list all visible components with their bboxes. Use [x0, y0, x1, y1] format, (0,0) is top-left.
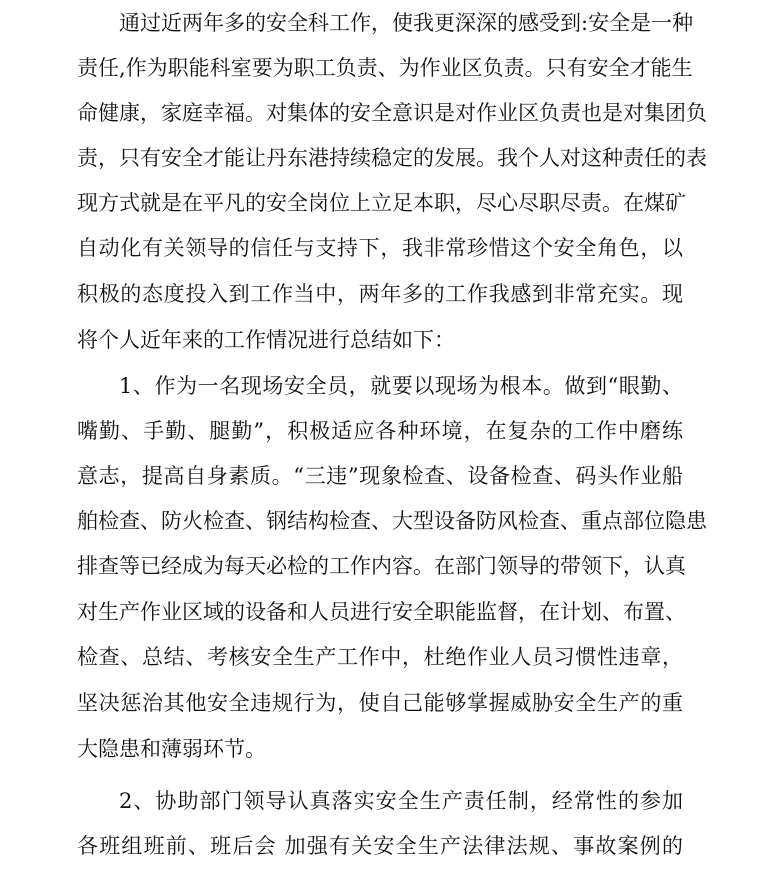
paragraph-item-1-line-3: 意志，提高自身素质。“三违”现象检查、设备检查、码头作业船	[77, 464, 683, 488]
paragraph-item-1-line-2: 嘴勤、手勤、腿勤”，积极适应各种环境，在复杂的工作中磨练	[77, 419, 683, 443]
paragraph-intro-line-3: 命健康，家庭幸福。对集体的安全意识是对作业区负责也是对集团负	[77, 101, 707, 125]
paragraph-intro-line-4: 责，只有安全才能让丹东港持续稳定的发展。我个人对这种责任的表	[77, 146, 707, 170]
paragraph-intro-line-7: 积极的态度投入到工作当中，两年多的工作我感到非常充实。现	[77, 282, 683, 306]
paragraph-item-2-line-1: 2、协助部门领导认真落实安全生产责任制，经常性的参加	[119, 789, 683, 813]
paragraph-item-1-line-5: 排查等已经成为每天必检的工作内容。在部门领导的带领下，认真	[77, 554, 686, 578]
paragraph-item-1-line-9: 大隐患和薄弱环节。	[77, 737, 266, 761]
paragraph-item-1-line-7: 检查、总结、考核安全生产工作中，杜绝作业人员习惯性违章，	[77, 645, 683, 669]
paragraph-intro-line-1: 通过近两年多的安全科工作，使我更深深的感受到:安全是一种	[119, 11, 694, 35]
paragraph-item-2-line-2: 各班组班前、班后会 加强有关安全生产法律法规、事故案例的	[77, 834, 683, 858]
paragraph-item-1-line-4: 舶检查、防火检查、钢结构检查、大型设备防风检查、重点部位隐患	[77, 509, 707, 533]
paragraph-intro-line-8: 将个人近年来的工作情况进行总结如下：	[77, 328, 455, 352]
paragraph-item-1-line-6: 对生产作业区域的设备和人员进行安全职能监督，在计划、布置、	[77, 600, 686, 624]
paragraph-intro-line-2: 责任,作为职能科室要为职工负责、为作业区负责。只有安全才能生	[77, 56, 693, 80]
paragraph-item-1-line-8: 坚决惩治其他安全违规行为，使自己能够掌握威胁安全生产的重	[77, 691, 683, 715]
paragraph-item-1-line-1: 1、作为一名现场安全员，就要以现场为根本。做到“眼勤、	[119, 374, 683, 398]
paragraph-intro-line-5: 现方式就是在平凡的安全岗位上立足本职，尽心尽职尽责。在煤矿	[77, 191, 686, 215]
paragraph-intro-line-6: 自动化有关领导的信任与支持下，我非常珍惜这个安全角色，以	[77, 236, 683, 260]
